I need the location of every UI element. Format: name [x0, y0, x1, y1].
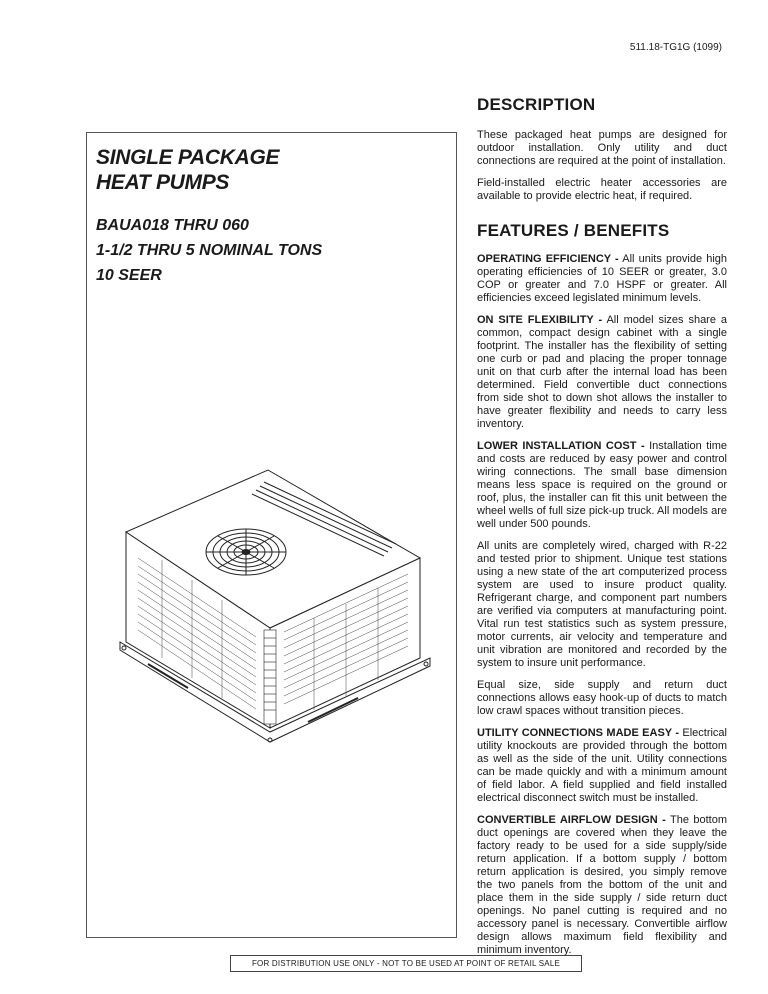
description-heading: DESCRIPTION — [477, 95, 596, 114]
seer-rating: 10 SEER — [96, 267, 162, 284]
feature-operating-efficiency: OPERATING EFFICIENCY - All units provide high operating efficiencies of 10 SEER or greater, 3.0 COP or greater and 7.0 HSPF or greater. All efficiencies exceed legislated minimum levels. — [477, 253, 727, 304]
heat-pump-unit-illustration — [118, 460, 436, 760]
feature-convertible-airflow: CONVERTIBLE AIRFLOW DESIGN - The bottom duct openings are covered when they leave the factory ready to be used for a side supply/side return application. If a bottom supply / bottom return application is desired, you simply remove the two panels from the bottom of the unit and place them in the side supply / side return duct openings. No panel cutting is required and no accessory panel is necessary. Convertible airflow design allows maximum field flexibility and minimum inventory. — [477, 814, 728, 956]
model-range: BAUA018 THRU 060 — [96, 217, 249, 234]
center-louver — [264, 630, 276, 724]
description-paragraph-2: Field-installed electric heater accessories are available to provide electric heat, if required. — [477, 177, 727, 202]
distribution-notice: FOR DISTRIBUTION USE ONLY - NOT TO BE USED AT POINT OF RETAIL SALE — [230, 955, 582, 972]
feature-wired-and-tested: All units are completely wired, charged with R-22 and tested prior to shipment. Unique test stations using a new state of the art computerized process system are used to insure product quality. Refrigerant charge, and component part numbers are verified via computers at manufacturing point. Vital run test statistics such as system pressure, motor currents, air velocity and temperature and unit vibration are monitored and recorded by the system to insure unit performance. — [477, 540, 727, 669]
title-line-2: HEAT PUMPS — [96, 171, 230, 194]
feature-on-site-flexibility: ON SITE FLEXIBILITY - All model sizes share a common, compact design cabinet with a single footprint. The installer has the flexibility of setting one curb or pad and placing the proper tonnage unit on that curb after the internal load has been determined. Field convertible duct connections from side shot to down shot allows the installer to have greater flexibility and needs to carry less inventory. — [477, 314, 727, 430]
feature-utility-connections: UTILITY CONNECTIONS MADE EASY - Electrical utility knockouts are provided through the bottom as well as the side of the unit. Utility connections can be made quickly and with a minimum amount of field labor. A field supplied and field installed electrical disconnect switch must be installed. — [477, 727, 727, 804]
features-section — [477, 221, 727, 957]
fan-grille — [206, 529, 286, 575]
tonnage-range: 1-1/2 THRU 5 NOMINAL TONS — [96, 242, 323, 259]
title-line-1: SINGLE PACKAGE — [96, 146, 280, 169]
description-section — [477, 95, 727, 203]
feature-lower-installation-cost: LOWER INSTALLATION COST - Installation time and costs are reduced by easy power and control wiring connections. The small base dimension means less space is required on the ground or roof, plus, the installer can fit this unit between the wheel wells of full size pick-up truck. All models are well under 500 pounds. — [477, 440, 727, 530]
features-heading: FEATURES / BENEFITS — [477, 221, 670, 240]
document-number: 511.18-TG1G (1099) — [629, 42, 722, 53]
model-info — [96, 213, 322, 288]
feature-duct-connections: Equal size, side supply and return duct connections allows easy hook-up of ducts to match low crawl spaces without transition pieces. — [477, 679, 727, 717]
description-paragraph-1: These packaged heat pumps are designed for outdoor installation. Only utility and duct connections are required at the point of installation. — [477, 129, 727, 167]
product-title — [96, 145, 279, 195]
